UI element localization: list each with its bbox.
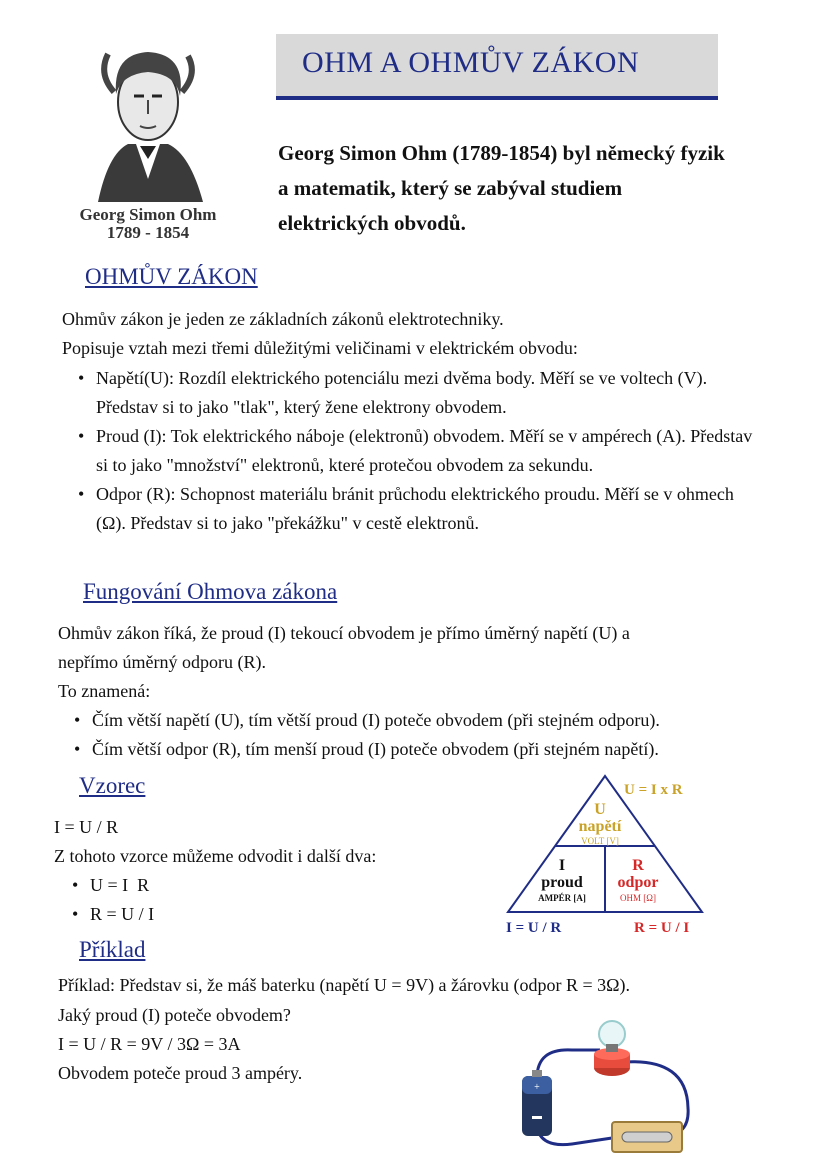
title-box [276, 34, 718, 100]
list-item: • Čím větší napětí (U), tím větší proud (I) poteče obvodem (při stejném odporu). [92, 706, 792, 735]
triangle-i-name: proud [541, 874, 583, 891]
section1-line2: Popisuje vztah mezi třemi důležitými veličinami v elektrickém obvodu: [62, 338, 578, 358]
consequences-list [92, 706, 792, 764]
light-bulb-icon [599, 1021, 625, 1047]
example-line1: Příklad: Představ si, že máš baterku (napětí U = 9V) a žárovku (odpor R = 3Ω). [58, 975, 631, 995]
list-item: • Odpor (R): Schopnost materiálu bránit průchodu elektrického proudu. Měří se v ohmech (Ω). Představ si to jako "překážku" v cestě elektronů. [96, 480, 766, 538]
circuit-illustration [512, 1018, 702, 1156]
section3-line: Z tohoto vzorce můžeme odvodit i další dva: [54, 846, 377, 866]
section-heading-example: Příklad [79, 937, 146, 962]
triangle-u-name: napětí [578, 818, 622, 835]
section2-line2: nepřímo úměrný odporu (R). [58, 652, 266, 672]
list-item: • Čím větší odpor (R), tím menší proud (I) poteče obvodem (při stejném napětí). [92, 735, 792, 764]
triangle-left-formula: I = U / R [506, 920, 562, 936]
triangle-i-letter: I [558, 857, 566, 874]
triangle-r-name: odpor [617, 874, 659, 891]
example-line3: I = U / R = 9V / 3Ω = 3A [58, 1034, 241, 1054]
portrait-caption [58, 206, 238, 242]
triangle-u-letter: U [594, 801, 606, 818]
triangle-i-unit: AMPÉR [A] [538, 893, 586, 903]
list-item: • Proud (I): Tok elektrického náboje (elektronů) obvodem. Měří se v ampérech (A). Představ si to jako "množství" elektronů, které protečou obvodem za sekundu. [96, 422, 766, 480]
triangle-r-letter: R [632, 857, 644, 874]
example-line2: Jaký proud (I) poteče obvodem? [58, 1005, 291, 1025]
triangle-r-unit: OHM [Ω] [620, 893, 656, 903]
portrait-caption-years: 1789 - 1854 [106, 223, 190, 242]
section-heading-formula: Vzorec [79, 773, 146, 798]
section2-line3: To znamená: [58, 681, 151, 701]
section1-line1: Ohmův zákon je jeden ze základních zákonů elektrotechniky. [62, 309, 504, 329]
section2-line1: Ohmův zákon říká, že proud (I) tekoucí obvodem je přímo úměrný napětí (U) a [58, 623, 630, 643]
triangle-top-formula: U = I x R [624, 782, 683, 798]
list-item: • R = U / I [90, 900, 290, 929]
intro-text: Georg Simon Ohm (1789-1854) byl německý fyzik a matematik, který se zabýval studiem elektrických obvodů. [278, 141, 725, 235]
portrait-caption-name: Georg Simon Ohm [79, 205, 217, 224]
derived-formulas-list [90, 871, 290, 929]
portrait-image [58, 34, 238, 204]
section-heading-ohms-law: OHMŮV ZÁKON [85, 264, 258, 289]
formula-main: I = U / R [54, 817, 119, 837]
triangle-right-formula: R = U / I [634, 920, 690, 936]
svg-text:+: + [534, 1082, 540, 1093]
quantities-list [96, 364, 766, 538]
page-title: OHM A OHMŮV ZÁKON [302, 46, 640, 79]
section-heading-how-it-works: Fungování Ohmova zákona [83, 579, 338, 604]
list-item: • Napětí(U): Rozdíl elektrického potenciálu mezi dvěma body. Měří se ve voltech (V). Představ si to jako "tlak", který žene elektrony obvodem. [96, 364, 766, 422]
triangle-u-unit: VOLT [V] [581, 836, 619, 846]
ohm-triangle-diagram [500, 770, 710, 940]
example-line4: Obvodem poteče proud 3 ampéry. [58, 1063, 303, 1083]
list-item: • U = I R [90, 871, 290, 900]
